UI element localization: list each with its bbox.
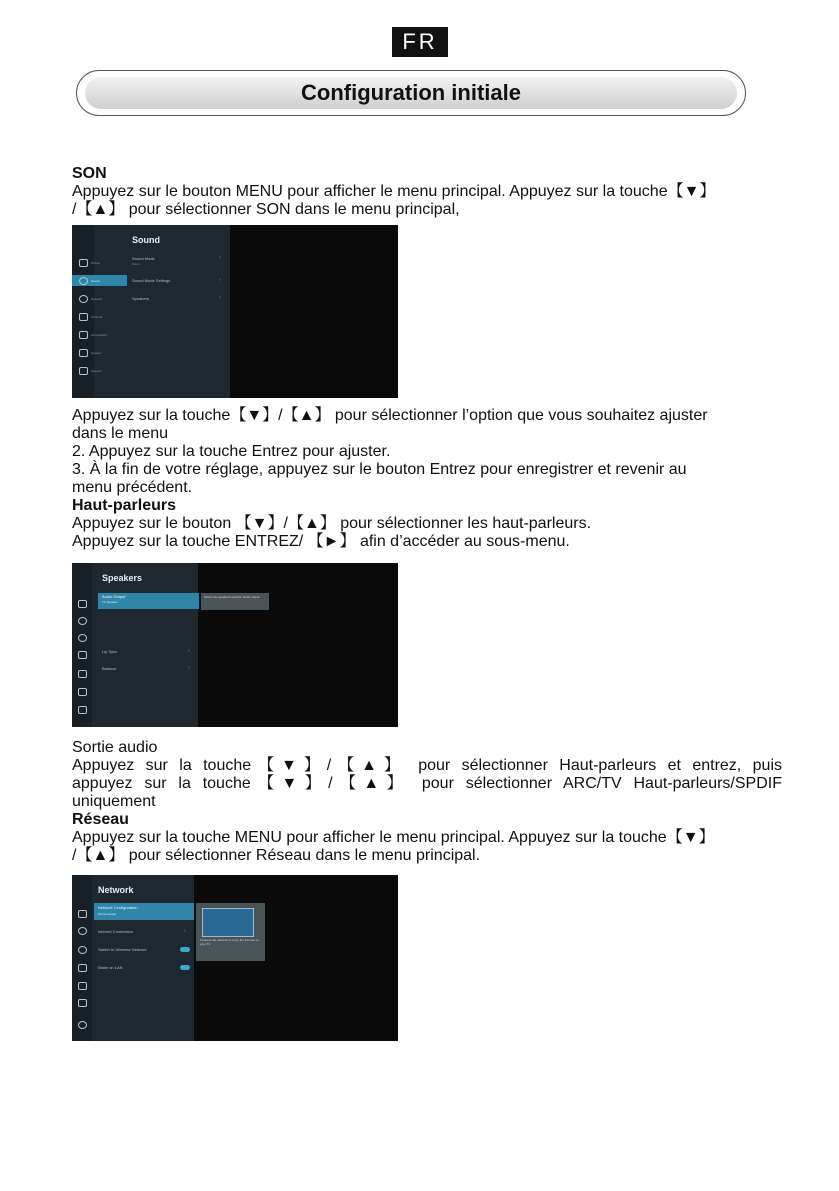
accessibility-icon xyxy=(78,982,87,990)
rail-label-sound: Sound xyxy=(91,279,100,283)
accessibility-icon xyxy=(78,670,87,678)
haut-parleurs-line-1: Appuyez sur le bouton 【▼】/【▲】 pour sélectionner les haut-parleurs. xyxy=(72,515,592,532)
sound-icon xyxy=(79,277,88,285)
son-after-line-1: Appuyez sur la touche【▼】/【▲】 pour sélectionner l’option que vous souhaitez ajuster xyxy=(72,407,708,424)
page-title: Configuration initiale xyxy=(301,80,521,105)
chevron-right-icon: › xyxy=(219,277,221,283)
channel-icon xyxy=(78,651,87,659)
sound-icon xyxy=(78,927,87,935)
help-tooltip-text: Select the speakers used for audio output. xyxy=(204,595,261,599)
picture-icon xyxy=(78,600,87,608)
speakers-menu-screenshot xyxy=(72,563,398,727)
picture-icon xyxy=(78,910,87,918)
menu-item-audio-output-value: TV Speaker xyxy=(102,600,118,604)
chevron-right-icon: › xyxy=(188,665,190,671)
picture-icon xyxy=(79,259,88,267)
rail-label-network: Network xyxy=(91,297,103,301)
menu-item-lip-sync: Lip Sync xyxy=(102,649,118,654)
help-tooltip-text: Connect the network to enjoy the Internet on your TV xyxy=(200,938,260,946)
sound-menu-screenshot xyxy=(72,225,398,398)
sound-icon xyxy=(78,617,87,625)
menu-item-balance: Balance xyxy=(102,666,117,671)
rail-label-system: System xyxy=(91,351,102,355)
menu-item-internet-connection: Internet Connection xyxy=(98,929,133,934)
son-step-3-line-1: 3. À la fin de votre réglage, appuyez sur le bouton Entrez pour enregistrer et revenir au xyxy=(72,461,687,478)
rail-label-accessibility: Accessibility xyxy=(91,333,108,337)
sortie-audio-line-2: appuyez sur la touche【▼】/【▲】 pour sélectionner ARC/TV Haut-parleurs/SPDIF xyxy=(72,775,782,792)
chevron-right-icon: › xyxy=(188,648,190,654)
network-icon xyxy=(78,634,87,642)
rail-label-support: Support xyxy=(91,369,102,373)
menu-item-speakers: Speakers xyxy=(132,296,149,301)
network-icon xyxy=(78,946,87,954)
title-banner xyxy=(76,70,746,116)
rail-label-channel: Channel xyxy=(91,315,103,319)
wake-on-lan-toggle xyxy=(180,965,190,970)
menu-item-network-status: Disconnected xyxy=(98,912,117,916)
support-icon xyxy=(78,706,87,714)
system-icon xyxy=(79,349,88,357)
chevron-right-icon: › xyxy=(219,295,221,301)
sortie-audio-line-3: uniquement xyxy=(72,793,156,810)
sortie-audio-label: Sortie audio xyxy=(72,739,158,756)
son-step-3-line-2: menu précédent. xyxy=(72,479,193,496)
haut-parleurs-line-2: Appuyez sur la touche ENTREZ/ 【►】 afin d’accéder au sous-menu. xyxy=(72,533,570,550)
chevron-right-icon: › xyxy=(184,928,186,934)
menu-item-audio-output: Audio Output xyxy=(102,594,126,599)
menu-item-sound-mode-value: Music xyxy=(132,262,140,266)
reseau-line-2: /【▲】 pour sélectionner Réseau dans le menu principal. xyxy=(72,847,481,864)
sortie-audio-line-1: Appuyez sur la touche【▼】/【▲】 pour sélectionner Haut-parleurs et entrez, puis xyxy=(72,757,782,774)
network-screen-title: Network xyxy=(98,885,134,895)
sound-screen-title: Sound xyxy=(132,235,160,245)
support-icon xyxy=(78,1021,87,1029)
menu-item-wake-on-lan: Wake on LAN xyxy=(98,965,123,970)
menu-item-sound-mode-settings: Sound Mode Settings xyxy=(132,278,171,283)
son-intro-line-2: /【▲】 pour sélectionner SON dans le menu principal, xyxy=(72,201,460,218)
network-illustration-icon xyxy=(202,908,254,937)
son-step-2: 2. Appuyez sur la touche Entrez pour ajuster. xyxy=(72,443,391,460)
support-icon xyxy=(79,367,88,375)
channel-icon xyxy=(78,964,87,972)
reseau-heading: Réseau xyxy=(72,811,129,828)
menu-item-switch-wireless: Switch to Wireless Network xyxy=(98,947,147,952)
network-menu-screenshot xyxy=(72,875,398,1041)
accessibility-icon xyxy=(79,331,88,339)
reseau-line-1: Appuyez sur la touche MENU pour afficher le menu principal. Appuyez sur la touche【▼】 xyxy=(72,829,715,846)
son-heading: SON xyxy=(72,165,107,182)
menu-item-network-configuration: Network Configuration xyxy=(98,905,138,910)
son-intro-line-1: Appuyez sur le bouton MENU pour afficher le menu principal. Appuyez sur la touche【▼】 xyxy=(72,183,716,200)
channel-icon xyxy=(79,313,88,321)
son-after-line-2: dans le menu xyxy=(72,425,169,442)
menu-item-sound-mode: Sound Mode xyxy=(132,256,155,261)
chevron-right-icon: › xyxy=(219,255,221,261)
rail-label-picture: Picture xyxy=(91,261,101,265)
system-icon xyxy=(78,688,87,696)
wireless-toggle xyxy=(180,947,190,952)
haut-parleurs-heading: Haut-parleurs xyxy=(72,497,177,514)
speakers-screen-title: Speakers xyxy=(102,573,143,583)
system-icon xyxy=(78,999,87,1007)
network-icon xyxy=(79,295,88,303)
language-badge: FR xyxy=(392,27,448,57)
